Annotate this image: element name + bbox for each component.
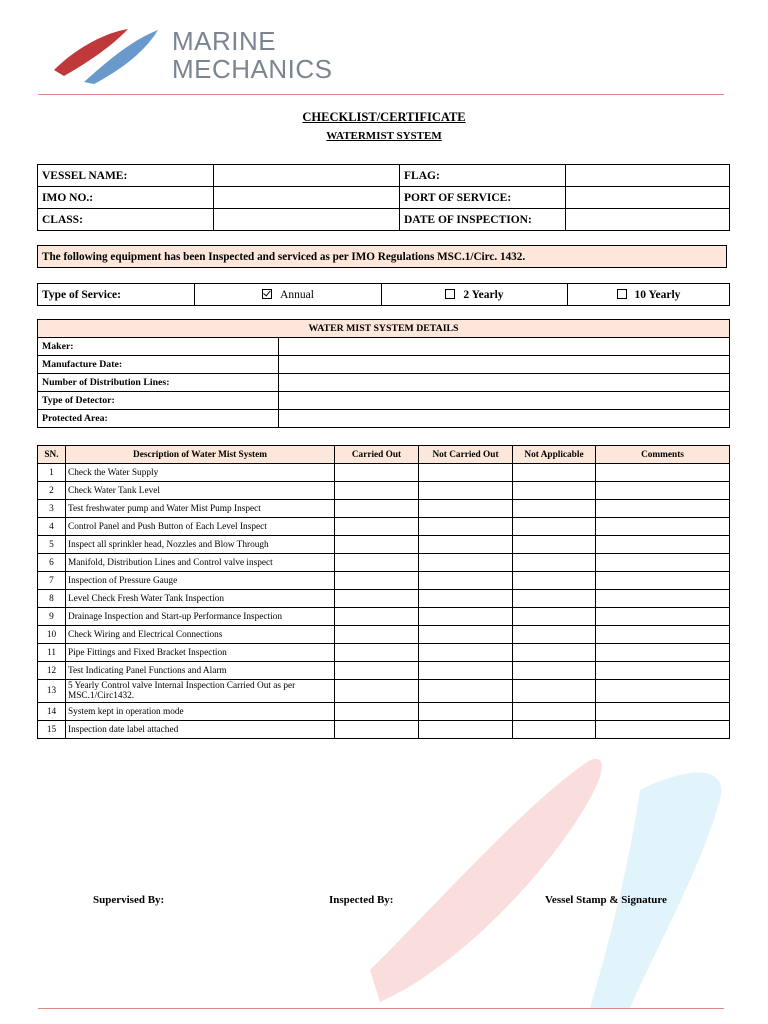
table-row <box>38 536 730 554</box>
footer-divider <box>38 1008 724 1009</box>
not-applicable-cell[interactable] <box>513 680 596 703</box>
row-description: Inspection of Pressure Gauge <box>66 572 335 590</box>
not-carried-out-cell[interactable] <box>419 590 513 608</box>
col-comments: Comments <box>596 446 730 464</box>
port-field[interactable] <box>566 187 730 209</box>
not-carried-out-cell[interactable] <box>419 608 513 626</box>
company-logo-icon <box>50 26 170 86</box>
not-applicable-cell[interactable] <box>513 608 596 626</box>
row-description: Check Water Tank Level <box>66 482 335 500</box>
table-row <box>38 464 730 482</box>
details-row <box>38 392 730 410</box>
table-row <box>38 703 730 721</box>
vessel-info-table <box>37 164 730 231</box>
distribution-lines-label: Number of Distribution Lines: <box>38 374 279 392</box>
not-carried-out-cell[interactable] <box>419 703 513 721</box>
service-option-annual[interactable] <box>195 284 382 306</box>
comments-cell[interactable] <box>596 554 730 572</box>
service-row <box>38 284 730 306</box>
carried-out-cell[interactable] <box>335 721 419 739</box>
system-details-table <box>37 319 730 428</box>
table-row <box>38 721 730 739</box>
vessel-stamp-label: Vessel Stamp & Signature <box>545 894 667 906</box>
supervised-by-label: Supervised By: <box>93 894 165 906</box>
row-description: Manifold, Distribution Lines and Control valve inspect <box>66 554 335 572</box>
distribution-lines-field[interactable] <box>279 374 730 392</box>
carried-out-cell[interactable] <box>335 644 419 662</box>
table-row <box>38 572 730 590</box>
class-field[interactable] <box>214 209 400 231</box>
detector-type-field[interactable] <box>279 392 730 410</box>
not-carried-out-cell[interactable] <box>419 536 513 554</box>
imo-label: IMO NO.: <box>38 187 214 209</box>
checked-box-icon[interactable] <box>262 289 272 299</box>
table-row <box>38 608 730 626</box>
not-applicable-cell[interactable] <box>513 554 596 572</box>
details-row <box>38 338 730 356</box>
col-not-applicable: Not Applicable <box>513 446 596 464</box>
imo-field[interactable] <box>214 187 400 209</box>
vessel-row <box>38 165 730 187</box>
row-description: Check the Water Supply <box>66 464 335 482</box>
document-subtitle: WATERMIST SYSTEM <box>326 130 442 142</box>
carried-out-cell[interactable] <box>335 662 419 680</box>
comments-cell[interactable] <box>596 608 730 626</box>
comments-cell[interactable] <box>596 644 730 662</box>
row-sn: 10 <box>38 626 66 644</box>
details-heading-row <box>38 320 730 338</box>
not-applicable-cell[interactable] <box>513 590 596 608</box>
row-description: Test Indicating Panel Functions and Alarm <box>66 662 335 680</box>
service-type-label: Type of Service: <box>38 284 195 306</box>
not-applicable-cell[interactable] <box>513 721 596 739</box>
carried-out-cell[interactable] <box>335 680 419 703</box>
table-row <box>38 644 730 662</box>
option-label: 2 Yearly <box>463 288 504 301</box>
comments-cell[interactable] <box>596 500 730 518</box>
comments-cell[interactable] <box>596 518 730 536</box>
col-carried-out: Carried Out <box>335 446 419 464</box>
maker-field[interactable] <box>279 338 730 356</box>
not-carried-out-cell[interactable] <box>419 482 513 500</box>
row-sn: 11 <box>38 644 66 662</box>
row-description: Level Check Fresh Water Tank Inspection <box>66 590 335 608</box>
row-sn: 15 <box>38 721 66 739</box>
inspected-by-label: Inspected By: <box>329 894 394 906</box>
not-carried-out-cell[interactable] <box>419 464 513 482</box>
row-description: Drainage Inspection and Start-up Performance Inspection <box>66 608 335 626</box>
comments-cell[interactable] <box>596 572 730 590</box>
not-carried-out-cell[interactable] <box>419 518 513 536</box>
manufacture-date-label: Manufacture Date: <box>38 356 279 374</box>
not-carried-out-cell[interactable] <box>419 721 513 739</box>
not-carried-out-cell[interactable] <box>419 644 513 662</box>
row-description: Test freshwater pump and Water Mist Pump Inspect <box>66 500 335 518</box>
carried-out-cell[interactable] <box>335 518 419 536</box>
details-row <box>38 410 730 428</box>
detector-type-label: Type of Detector: <box>38 392 279 410</box>
row-sn: 7 <box>38 572 66 590</box>
row-sn: 12 <box>38 662 66 680</box>
inspection-checklist-table <box>37 445 730 739</box>
checkbox-icon[interactable] <box>445 289 455 299</box>
carried-out-cell[interactable] <box>335 572 419 590</box>
flag-field[interactable] <box>566 165 730 187</box>
not-applicable-cell[interactable] <box>513 536 596 554</box>
inspection-date-label: DATE OF INSPECTION: <box>400 209 566 231</box>
carried-out-cell[interactable] <box>335 703 419 721</box>
table-row <box>38 626 730 644</box>
flag-label: FLAG: <box>400 165 566 187</box>
vessel-row <box>38 187 730 209</box>
maker-label: Maker: <box>38 338 279 356</box>
service-option-2-yearly[interactable] <box>382 284 568 306</box>
port-label: PORT OF SERVICE: <box>400 187 566 209</box>
carried-out-cell[interactable] <box>335 608 419 626</box>
checkbox-icon[interactable] <box>617 289 627 299</box>
table-row <box>38 554 730 572</box>
table-row <box>38 662 730 680</box>
row-sn: 9 <box>38 608 66 626</box>
protected-area-label: Protected Area: <box>38 410 279 428</box>
row-description: 5 Yearly Control valve Internal Inspection Carried Out as per MSC.1/Circ1432. <box>66 680 335 703</box>
comments-cell[interactable] <box>596 721 730 739</box>
option-label: 10 Yearly <box>634 288 681 301</box>
carried-out-cell[interactable] <box>335 482 419 500</box>
service-option-10-yearly[interactable] <box>568 284 730 306</box>
carried-out-cell[interactable] <box>335 536 419 554</box>
manufacture-date-field[interactable] <box>279 356 730 374</box>
details-row <box>38 374 730 392</box>
row-description: Inspection date label attached <box>66 721 335 739</box>
watermark-logo-icon <box>340 740 740 1010</box>
vessel-row <box>38 209 730 231</box>
row-sn: 6 <box>38 554 66 572</box>
table-row <box>38 482 730 500</box>
not-applicable-cell[interactable] <box>513 626 596 644</box>
vessel-name-field[interactable] <box>214 165 400 187</box>
not-carried-out-cell[interactable] <box>419 572 513 590</box>
row-sn: 3 <box>38 500 66 518</box>
not-applicable-cell[interactable] <box>513 482 596 500</box>
checklist-header-row <box>38 446 730 464</box>
brand-line-1: MARINE <box>172 26 277 56</box>
row-sn: 13 <box>38 680 66 703</box>
comments-cell[interactable] <box>596 680 730 703</box>
comments-cell[interactable] <box>596 536 730 554</box>
not-carried-out-cell[interactable] <box>419 554 513 572</box>
not-applicable-cell[interactable] <box>513 464 596 482</box>
row-sn: 5 <box>38 536 66 554</box>
not-applicable-cell[interactable] <box>513 644 596 662</box>
protected-area-field[interactable] <box>279 410 730 428</box>
details-row <box>38 356 730 374</box>
carried-out-cell[interactable] <box>335 464 419 482</box>
carried-out-cell[interactable] <box>335 554 419 572</box>
comments-cell[interactable] <box>596 590 730 608</box>
col-sn: SN. <box>38 446 66 464</box>
col-description: Description of Water Mist System <box>66 446 335 464</box>
carried-out-cell[interactable] <box>335 500 419 518</box>
table-row <box>38 518 730 536</box>
comments-cell[interactable] <box>596 626 730 644</box>
not-applicable-cell[interactable] <box>513 703 596 721</box>
comments-cell[interactable] <box>596 464 730 482</box>
header-divider <box>38 94 724 95</box>
row-description: Pipe Fittings and Fixed Bracket Inspection <box>66 644 335 662</box>
regulation-banner: The following equipment has been Inspected and serviced as per IMO Regulations MSC.1/Circ. 1432. <box>37 245 727 268</box>
details-heading: WATER MIST SYSTEM DETAILS <box>38 320 730 338</box>
not-applicable-cell[interactable] <box>513 572 596 590</box>
not-carried-out-cell[interactable] <box>419 626 513 644</box>
not-carried-out-cell[interactable] <box>419 662 513 680</box>
brand-name <box>172 27 333 83</box>
vessel-name-label: VESSEL NAME: <box>38 165 214 187</box>
not-applicable-cell[interactable] <box>513 662 596 680</box>
row-sn: 14 <box>38 703 66 721</box>
brand-line-2: MECHANICS <box>172 54 333 84</box>
row-description: Control Panel and Push Button of Each Level Inspect <box>66 518 335 536</box>
comments-cell[interactable] <box>596 662 730 680</box>
comments-cell[interactable] <box>596 703 730 721</box>
not-applicable-cell[interactable] <box>513 518 596 536</box>
row-sn: 4 <box>38 518 66 536</box>
not-applicable-cell[interactable] <box>513 500 596 518</box>
row-sn: 1 <box>38 464 66 482</box>
inspection-date-field[interactable] <box>566 209 730 231</box>
carried-out-cell[interactable] <box>335 626 419 644</box>
class-label: CLASS: <box>38 209 214 231</box>
carried-out-cell[interactable] <box>335 590 419 608</box>
not-carried-out-cell[interactable] <box>419 500 513 518</box>
option-label: Annual <box>280 288 314 301</box>
service-type-table <box>37 283 730 306</box>
row-description: Check Wiring and Electrical Connections <box>66 626 335 644</box>
row-sn: 2 <box>38 482 66 500</box>
document-title: CHECKLIST/CERTIFICATE <box>302 110 466 124</box>
table-row <box>38 590 730 608</box>
row-description: Inspect all sprinkler head, Nozzles and Blow Through <box>66 536 335 554</box>
table-row <box>38 680 730 703</box>
row-sn: 8 <box>38 590 66 608</box>
row-description: System kept in operation mode <box>66 703 335 721</box>
comments-cell[interactable] <box>596 482 730 500</box>
col-not-carried-out: Not Carried Out <box>419 446 513 464</box>
not-carried-out-cell[interactable] <box>419 680 513 703</box>
table-row <box>38 500 730 518</box>
